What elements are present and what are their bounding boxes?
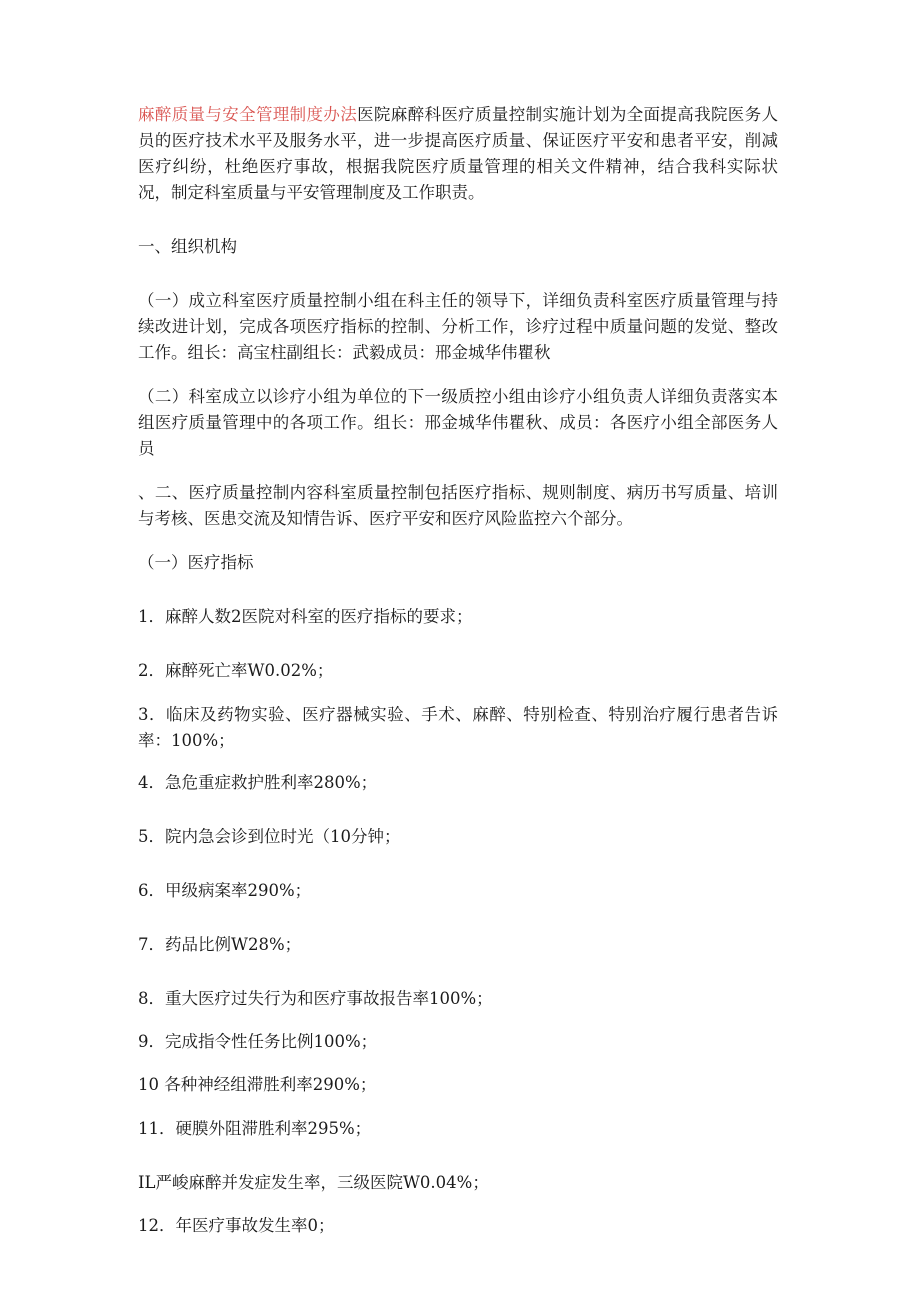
indicator-item-5: 5．院内急会诊到位时光（10分钟；	[138, 827, 401, 846]
indicator-item-1: 1．麻醉人数2医院对科室的医疗指标的要求；	[138, 607, 473, 626]
indicator-item-10: 10 各种神经组滞胜利率290%；	[138, 1075, 377, 1094]
indicator-item-8: 8．重大医疗过失行为和医疗事故报告率100%；	[138, 989, 493, 1008]
indicator-item-9: 9．完成指令性任务比例100%；	[138, 1032, 378, 1051]
subsection-heading-indicators: （一）医疗指标	[138, 553, 254, 572]
indicator-item-7: 7．药品比例W28%；	[138, 935, 302, 954]
indicator-item-4: 4．急危重症救护胜利率280%；	[138, 773, 378, 792]
indicator-item-2: 2．麻醉死亡率W0.02%；	[138, 661, 334, 680]
intro-paragraph	[138, 102, 778, 206]
org-paragraph-2: （二）科室成立以诊疗小组为单位的下一级质控小组由诊疗小组负责人详细负责落实本组医疗质量管理中的各项工作。组长：邢金城华伟瞿秋、成员：各医疗小组全部医务人员	[138, 387, 778, 458]
document-title-link[interactable]: 麻醉质量与安全管理制度办法	[138, 105, 358, 124]
org-paragraph-1: （一）成立科室医疗质量控制小组在科主任的领导下，详细负责科室医疗质量管理与持续改进计划，完成各项医疗指标的控制、分析工作，诊疗过程中质量问题的发觉、整改工作。组长：高宝柱副组长：武毅成员：邢金城华伟瞿秋	[138, 291, 778, 362]
indicator-item-12: 12．年医疗事故发生率0；	[138, 1216, 335, 1235]
section-heading-organization: 一、组织机构	[138, 237, 237, 256]
indicator-item-11: 11．硬膜外阻滞胜利率295%；	[138, 1119, 372, 1138]
indicator-item-3: 3．临床及药物实验、医疗器械实验、手术、麻醉、特别检查、特别治疗履行患者告诉率：100%；	[138, 705, 778, 750]
indicator-item-il: IL严峻麻醉并发症发生率，三级医院W0.04%；	[138, 1173, 489, 1192]
intro-text: 医院麻醉科医疗质量控制实施计划为全面提高我院医务人员的医疗技术水平及服务水平，进一步提高医疗质量、保证医疗平安和患者平安，削减医疗纠纷，杜绝医疗事故，根据我院医疗质量管理的相关文件精神，结合我科实际状况，制定科室质量与平安管理制度及工作职责。	[138, 105, 779, 202]
quality-control-paragraph: 、二、医疗质量控制内容科室质量控制包括医疗指标、规则制度、病历书写质量、培训与考核、医患交流及知情告诉、医疗平安和医疗风险监控六个部分。	[138, 483, 778, 528]
indicator-item-6: 6．甲级病案率290%；	[138, 881, 312, 900]
document-page	[138, 102, 778, 1239]
